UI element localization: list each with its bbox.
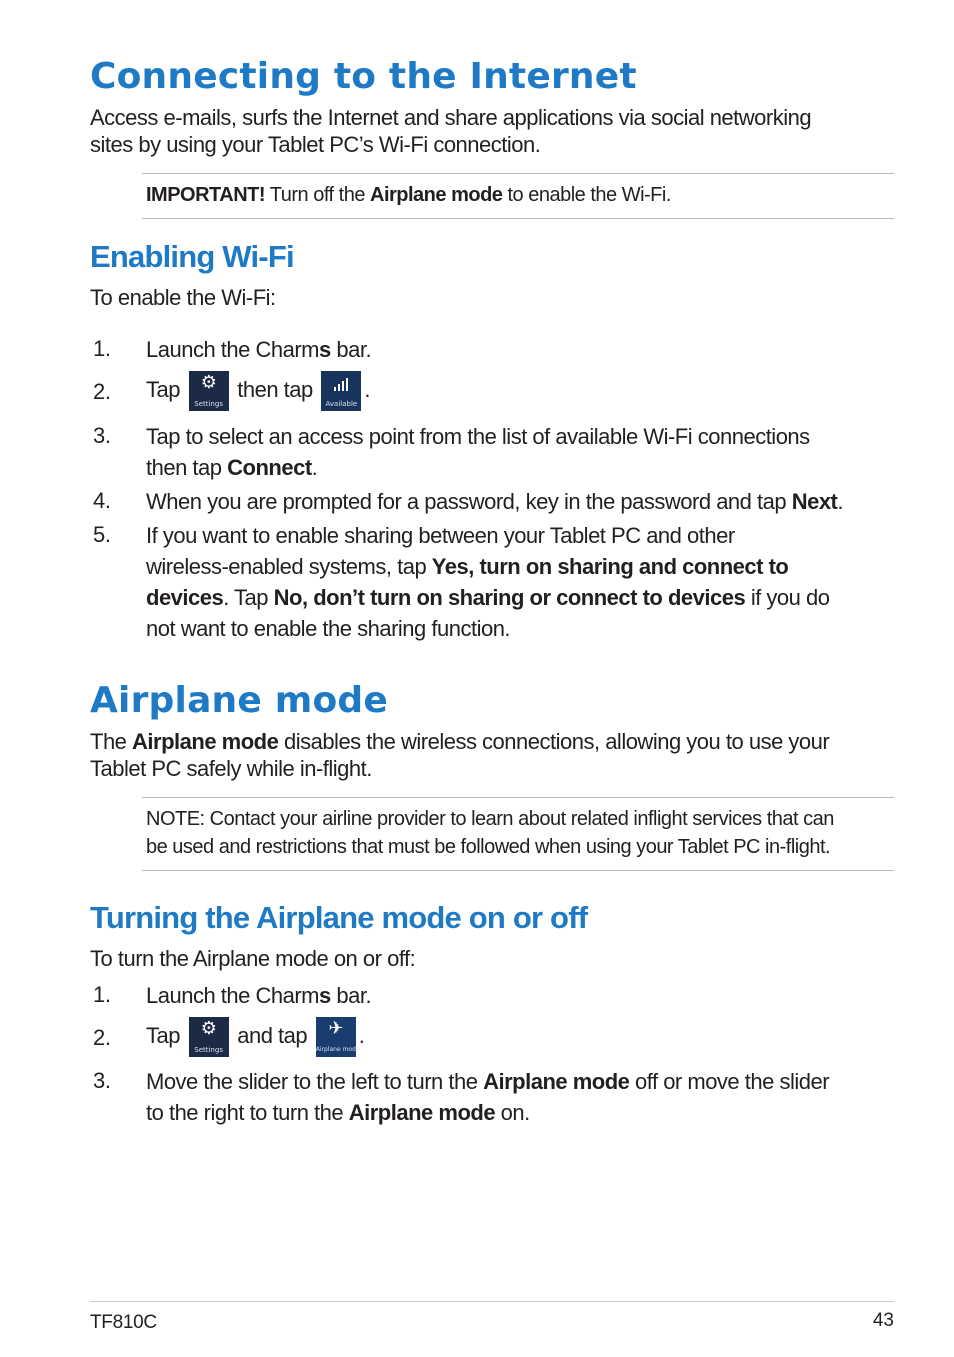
airplane-heading: Turning the Airplane mode on or off [90, 900, 588, 935]
note-bottom-rule [142, 870, 894, 871]
airplane-step3-line2 [146, 1097, 829, 1128]
airplane-step3-line2-bold: Airplane mode [348, 1100, 496, 1125]
wifi-step3-line2-post: . [311, 455, 318, 480]
airplane-intro-pre: The [90, 729, 133, 754]
airplane-step1-post: bar. [330, 983, 372, 1008]
wifi-step5-number: 5. [93, 522, 111, 547]
airplane-step2-number: 2. [93, 1025, 111, 1050]
settings-caption: Settings [194, 1046, 223, 1054]
note-top-rule [142, 797, 894, 798]
important-pre: Turn off the [269, 184, 365, 206]
note-callout [146, 805, 834, 861]
network-available-icon [321, 371, 361, 411]
wifi-step2-end: . [364, 376, 370, 402]
settings-charm-icon [189, 371, 229, 411]
wifi-heading: Enabling Wi-Fi [90, 239, 294, 274]
airplane-icon: ✈ [328, 1018, 344, 1039]
airplane-step1-bold: s [319, 983, 331, 1008]
wifi-step5-line3 [146, 582, 829, 613]
settings-caption: Settings [194, 400, 223, 408]
wifi-step2-number: 2. [93, 379, 111, 404]
airplane-step3-line1 [146, 1066, 829, 1097]
intro-line-2: sites by using your Tablet PC’s Wi-Fi connection. [90, 132, 541, 157]
footer-rule [90, 1301, 894, 1302]
airplane-step2-and-tap: and tap [237, 1022, 308, 1048]
airplane-step3-line1-pre: Move the slider to the left to turn the [146, 1069, 484, 1094]
airplane-mode-title: Airplane mode [90, 680, 388, 721]
airplane-step3-number: 3. [93, 1068, 111, 1093]
wifi-step5-line4: not want to enable the sharing function. [146, 616, 511, 641]
airplane-step1-pre: Launch the Charm [146, 983, 319, 1008]
connect-label: Connect [227, 455, 312, 480]
wifi-step1-bold: s [319, 337, 331, 362]
wifi-step2-tap: Tap [146, 376, 180, 402]
wifi-step2-then-tap: then tap [237, 376, 313, 402]
page-title: Connecting to the Internet [90, 56, 637, 97]
footer-model: TF810C [90, 1312, 157, 1333]
wifi-step3 [146, 421, 810, 483]
wifi-step5-line2-pre: wireless-enabled systems, tap [146, 554, 432, 579]
airplane-intro-bold: Airplane mode [132, 729, 279, 754]
airplane-step3-line1-post: off or move the slider [629, 1069, 830, 1094]
wifi-step5-line2-bold: Yes, turn on sharing and connect to [431, 554, 789, 579]
wifi-step1 [146, 334, 371, 365]
note-line1: NOTE: Contact your airline provider to learn about related inflight services that can [146, 808, 834, 830]
wifi-step4 [146, 486, 843, 517]
wifi-step3-line2-pre: then tap [146, 455, 228, 480]
important-callout [146, 181, 671, 209]
important-post: to enable the Wi-Fi. [507, 184, 671, 206]
wifi-step5-line2 [146, 551, 829, 582]
note-line2: be used and restrictions that must be followed when using your Tablet PC in-flight. [146, 836, 831, 858]
wifi-step1-pre: Launch the Charm [146, 337, 319, 362]
wifi-step3-line1: Tap to select an access point from the list of available Wi-Fi connections [146, 424, 810, 449]
airplane-step2 [146, 1017, 364, 1057]
next-label: Next [791, 489, 838, 514]
important-label: IMPORTANT! [146, 184, 266, 206]
wifi-step5-line1: If you want to enable sharing between your Tablet PC and other [146, 523, 735, 548]
airplane-step3-line2-post: on. [495, 1100, 530, 1125]
wifi-step3-number: 3. [93, 423, 111, 448]
wifi-step5-line3-post: if you do [745, 585, 830, 610]
wifi-step1-number: 1. [93, 336, 111, 361]
airplane-intro-line2: Tablet PC safely while in-flight. [90, 756, 372, 781]
airplane-step3-line2-pre: to the right to turn the [146, 1100, 349, 1125]
airplane-mode-tile-icon [315, 1017, 360, 1057]
airplane-mode-caption: Airplane mode [315, 1046, 360, 1053]
wifi-step5 [146, 520, 829, 644]
airplane-step1-number: 1. [93, 982, 111, 1007]
intro-paragraph [90, 104, 811, 158]
settings-charm-icon [189, 1017, 229, 1057]
airplane-lead: To turn the Airplane mode on or off: [90, 946, 416, 971]
available-caption: Available [325, 400, 358, 408]
gear-icon: ⚙ [200, 1018, 217, 1039]
wifi-step5-line3-bold1: devices [146, 585, 224, 610]
important-top-rule [142, 173, 894, 174]
intro-line-1: Access e-mails, surfs the Internet and share applications via social networking [90, 105, 812, 130]
airplane-step2-tap: Tap [146, 1022, 180, 1048]
airplane-step1 [146, 980, 371, 1011]
airplane-intro-line1 [90, 728, 829, 755]
wifi-step1-post: bar. [330, 337, 372, 362]
wifi-step3-line2 [146, 452, 810, 483]
wifi-step2 [146, 371, 370, 411]
wifi-step5-line3-bold2: No, don’t turn on sharing or connect to devices [273, 585, 746, 610]
important-bottom-rule [142, 218, 894, 219]
wifi-step4-post: . [837, 489, 844, 514]
airplane-intro [90, 728, 829, 782]
airplane-intro-post: disables the wireless connections, allowing you to use your [278, 729, 830, 754]
gear-icon: ⚙ [200, 372, 217, 393]
important-bold: Airplane mode [370, 184, 503, 206]
wifi-step4-pre: When you are prompted for a password, key in the password and tap [146, 489, 792, 514]
signal-bars-icon [334, 377, 350, 391]
airplane-step2-end: . [358, 1022, 365, 1048]
wifi-lead: To enable the Wi-Fi: [90, 285, 276, 310]
wifi-step5-line3-mid: . Tap [223, 585, 274, 610]
page-number: 43 [872, 1310, 894, 1331]
airplane-step3 [146, 1066, 829, 1128]
airplane-step3-line1-bold: Airplane mode [483, 1069, 630, 1094]
wifi-step4-number: 4. [93, 488, 111, 513]
